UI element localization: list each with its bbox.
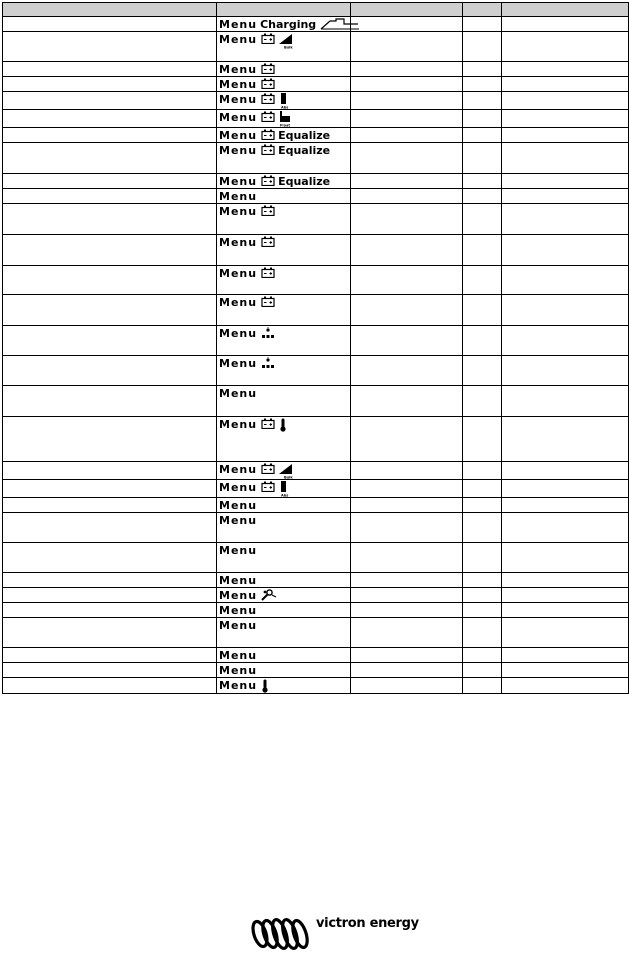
menu-path-cell: [217, 326, 351, 356]
menu-label: Menu: [219, 418, 258, 431]
menu-label: Menu: [219, 514, 258, 527]
table-body: [3, 17, 629, 694]
table-cell: [3, 204, 217, 235]
menu-label: Menu: [219, 190, 258, 203]
table-cell: [3, 62, 217, 77]
menu-path-cell: [217, 174, 351, 189]
table-cell: [463, 326, 502, 356]
menu-label: Menu: [219, 175, 258, 188]
battery-icon: [261, 144, 275, 155]
table-cell: [463, 92, 502, 110]
table-cell: [351, 143, 463, 174]
table-cell: [351, 77, 463, 92]
battery-icon: [261, 236, 275, 247]
table-cell: [3, 648, 217, 663]
table-cell: [463, 235, 502, 266]
table-row: [3, 189, 629, 204]
table-row: [3, 204, 629, 235]
table-cell: [502, 588, 629, 603]
table-cell: [502, 678, 629, 694]
table-cell: [463, 678, 502, 694]
menu-path-cell: [217, 480, 351, 498]
table-cell: [502, 110, 629, 128]
table-cell: [351, 356, 463, 386]
solar-panel-icon: [261, 327, 275, 341]
table-cell: [463, 110, 502, 128]
table-cell: [3, 295, 217, 326]
menu-path-cell: [217, 663, 351, 678]
absorption-icon: [279, 481, 289, 497]
table-cell: [502, 266, 629, 295]
menu-settings-table: [2, 2, 629, 694]
table-cell: [351, 92, 463, 110]
menu-path-cell: [217, 143, 351, 174]
table-cell: [351, 62, 463, 77]
menu-label: Menu: [219, 267, 258, 280]
bulk-icon: [279, 33, 293, 49]
header-cell: [463, 3, 502, 17]
table-cell: [351, 648, 463, 663]
table-cell: [3, 110, 217, 128]
table-cell: [3, 663, 217, 678]
solar-panel-icon: [261, 357, 275, 371]
menu-label: Menu: [219, 574, 258, 587]
battery-icon: [261, 175, 275, 186]
victron-coil-icon: [250, 915, 312, 953]
menu-label: Menu: [219, 33, 258, 46]
battery-icon: [261, 33, 275, 44]
menu-label: Menu: [219, 589, 258, 602]
charge-curve-icon: [320, 18, 360, 30]
float-icon: [279, 111, 291, 127]
menu-path-cell: [217, 295, 351, 326]
svg-text:Bulk: Bulk: [284, 475, 293, 479]
table-cell: [351, 235, 463, 266]
table-cell: [463, 62, 502, 77]
wrench-icon: [261, 589, 277, 601]
table-row: [3, 588, 629, 603]
table-cell: [351, 189, 463, 204]
table-row: [3, 32, 629, 62]
table-cell: [463, 543, 502, 573]
table-row: [3, 77, 629, 92]
table-row: [3, 462, 629, 480]
table-cell: [463, 17, 502, 32]
table-cell: [3, 77, 217, 92]
menu-path-cell: [217, 17, 351, 32]
menu-label: Menu: [219, 63, 258, 76]
battery-icon: [261, 296, 275, 307]
table-cell: [502, 62, 629, 77]
battery-icon: [261, 481, 275, 492]
menu-label: Menu: [219, 357, 258, 370]
table-row: [3, 92, 629, 110]
menu-label: Menu: [219, 604, 258, 617]
table-cell: [3, 618, 217, 648]
table-cell: [3, 17, 217, 32]
svg-text:Float: Float: [280, 123, 291, 127]
table-cell: [351, 462, 463, 480]
menu-path-cell: [217, 77, 351, 92]
table-row: [3, 480, 629, 498]
menu-label: Menu: [219, 111, 258, 124]
table-row: [3, 417, 629, 462]
menu-suffix-label: Equalize: [278, 175, 331, 188]
table-cell: [3, 417, 217, 462]
table-cell: [351, 480, 463, 498]
table-cell: [502, 295, 629, 326]
menu-path-cell: [217, 386, 351, 417]
table-cell: [463, 77, 502, 92]
table-cell: [502, 17, 629, 32]
table-cell: [502, 143, 629, 174]
table-cell: [351, 204, 463, 235]
table-cell: [502, 386, 629, 417]
table-cell: [3, 480, 217, 498]
table-cell: [3, 386, 217, 417]
table-cell: [463, 32, 502, 62]
menu-suffix-label: Equalize: [278, 144, 331, 157]
menu-path-cell: [217, 603, 351, 618]
bulk-icon: [279, 463, 293, 479]
menu-path-cell: [217, 588, 351, 603]
table-cell: [502, 356, 629, 386]
table-cell: [463, 266, 502, 295]
table-cell: [3, 498, 217, 513]
table-cell: [463, 513, 502, 543]
table-cell: [502, 128, 629, 143]
table-cell: [502, 32, 629, 62]
menu-label: Menu: [219, 18, 258, 31]
table-row: [3, 62, 629, 77]
table-cell: [463, 462, 502, 480]
table-row: [3, 386, 629, 417]
header-cell: [351, 3, 463, 17]
menu-path-cell: [217, 110, 351, 128]
table-row: [3, 513, 629, 543]
menu-suffix-label: Charging: [260, 18, 317, 31]
table-cell: [463, 204, 502, 235]
menu-label: Menu: [219, 649, 258, 662]
menu-path-cell: [217, 266, 351, 295]
header-cell: [217, 3, 351, 17]
menu-label: Menu: [219, 78, 258, 91]
table-cell: [3, 143, 217, 174]
table-cell: [3, 92, 217, 110]
table-row: [3, 17, 629, 32]
menu-label: Menu: [219, 499, 258, 512]
logo-text: victron energy: [316, 916, 419, 931]
menu-path-cell: [217, 128, 351, 143]
menu-path-cell: [217, 417, 351, 462]
battery-icon: [261, 205, 275, 216]
table-row: [3, 235, 629, 266]
table-cell: [502, 417, 629, 462]
table-cell: [351, 513, 463, 543]
table-cell: [3, 128, 217, 143]
menu-path-cell: [217, 618, 351, 648]
table-cell: [351, 266, 463, 295]
table-cell: [3, 356, 217, 386]
table-row: [3, 295, 629, 326]
table-row: [3, 143, 629, 174]
menu-path-cell: [217, 235, 351, 266]
table-cell: [3, 235, 217, 266]
thermometer-icon: [279, 418, 287, 432]
table-cell: [3, 462, 217, 480]
svg-text:Abs: Abs: [281, 105, 289, 109]
menu-path-cell: [217, 356, 351, 386]
table-cell: [502, 663, 629, 678]
menu-label: Menu: [219, 129, 258, 142]
battery-icon: [261, 418, 275, 429]
table-cell: [463, 295, 502, 326]
table-row: [3, 618, 629, 648]
table-cell: [463, 480, 502, 498]
table-cell: [463, 603, 502, 618]
menu-label: Menu: [219, 205, 258, 218]
table-cell: [351, 295, 463, 326]
table-cell: [502, 513, 629, 543]
thermometer-icon: [261, 679, 269, 693]
menu-label: Menu: [219, 327, 258, 340]
table-cell: [502, 498, 629, 513]
table-cell: [502, 77, 629, 92]
table-cell: [351, 417, 463, 462]
table-cell: [3, 189, 217, 204]
table-row: [3, 356, 629, 386]
table-cell: [3, 543, 217, 573]
table-cell: [3, 513, 217, 543]
table-row: [3, 128, 629, 143]
menu-suffix-label: Equalize: [278, 129, 331, 142]
menu-path-cell: [217, 462, 351, 480]
menu-label: Menu: [219, 463, 258, 476]
table-row: [3, 174, 629, 189]
table-cell: [3, 678, 217, 694]
victron-energy-logo: [250, 915, 419, 955]
table-row: [3, 498, 629, 513]
table-cell: [463, 648, 502, 663]
menu-label: Menu: [219, 93, 258, 106]
battery-icon: [261, 463, 275, 474]
menu-path-cell: [217, 32, 351, 62]
table-row: [3, 543, 629, 573]
menu-path-cell: [217, 573, 351, 588]
menu-path-cell: [217, 62, 351, 77]
table-cell: [502, 92, 629, 110]
menu-label: Menu: [219, 144, 258, 157]
table-cell: [502, 480, 629, 498]
table-cell: [3, 174, 217, 189]
table-cell: [502, 326, 629, 356]
table-cell: [463, 143, 502, 174]
table-cell: [463, 417, 502, 462]
table-cell: [351, 678, 463, 694]
table-cell: [502, 189, 629, 204]
table-cell: [463, 498, 502, 513]
table-cell: [351, 588, 463, 603]
table-cell: [3, 588, 217, 603]
table-cell: [3, 573, 217, 588]
menu-label: Menu: [219, 481, 258, 494]
battery-icon: [261, 78, 275, 89]
table-cell: [502, 603, 629, 618]
battery-icon: [261, 63, 275, 74]
absorption-icon: [279, 93, 289, 109]
battery-icon: [261, 129, 275, 140]
table-cell: [351, 326, 463, 356]
table-cell: [351, 174, 463, 189]
table-cell: [463, 386, 502, 417]
table-cell: [502, 573, 629, 588]
table-cell: [3, 32, 217, 62]
table-cell: [351, 128, 463, 143]
table-cell: [351, 386, 463, 417]
table-cell: [502, 462, 629, 480]
menu-path-cell: [217, 189, 351, 204]
table-cell: [463, 356, 502, 386]
table-cell: [502, 648, 629, 663]
table-row: [3, 678, 629, 694]
table-cell: [3, 603, 217, 618]
table-row: [3, 573, 629, 588]
table-header-row: [3, 3, 629, 17]
table-cell: [502, 235, 629, 266]
battery-icon: [261, 93, 275, 104]
menu-path-cell: [217, 92, 351, 110]
menu-path-cell: [217, 678, 351, 694]
table-cell: [463, 663, 502, 678]
menu-label: Menu: [219, 679, 258, 692]
table-cell: [351, 17, 463, 32]
table-cell: [463, 573, 502, 588]
table-cell: [463, 618, 502, 648]
table-cell: [3, 326, 217, 356]
svg-text:Bulk: Bulk: [284, 45, 293, 49]
menu-label: Menu: [219, 619, 258, 632]
table-cell: [351, 498, 463, 513]
menu-label: Menu: [219, 236, 258, 249]
battery-icon: [261, 267, 275, 278]
header-cell: [502, 3, 629, 17]
menu-path-cell: [217, 204, 351, 235]
table-cell: [502, 543, 629, 573]
table-cell: [463, 174, 502, 189]
header-cell: [3, 3, 217, 17]
table-row: [3, 326, 629, 356]
menu-path-cell: [217, 498, 351, 513]
menu-label: Menu: [219, 544, 258, 557]
table-cell: [351, 618, 463, 648]
table-cell: [351, 603, 463, 618]
menu-label: Menu: [219, 387, 258, 400]
table-cell: [463, 189, 502, 204]
table-cell: [351, 663, 463, 678]
menu-label: Menu: [219, 664, 258, 677]
table-cell: [351, 32, 463, 62]
menu-path-cell: [217, 648, 351, 663]
table-row: [3, 110, 629, 128]
table-cell: [463, 588, 502, 603]
table-row: [3, 266, 629, 295]
table-row: [3, 603, 629, 618]
table-cell: [351, 543, 463, 573]
table-cell: [351, 573, 463, 588]
table-row: [3, 648, 629, 663]
svg-text:Abs: Abs: [281, 493, 289, 497]
table-cell: [502, 204, 629, 235]
table-cell: [463, 128, 502, 143]
battery-icon: [261, 111, 275, 122]
menu-label: Menu: [219, 296, 258, 309]
table-cell: [502, 618, 629, 648]
table-cell: [3, 266, 217, 295]
table-cell: [351, 110, 463, 128]
menu-path-cell: [217, 543, 351, 573]
table-cell: [502, 174, 629, 189]
table-row: [3, 663, 629, 678]
menu-path-cell: [217, 513, 351, 543]
